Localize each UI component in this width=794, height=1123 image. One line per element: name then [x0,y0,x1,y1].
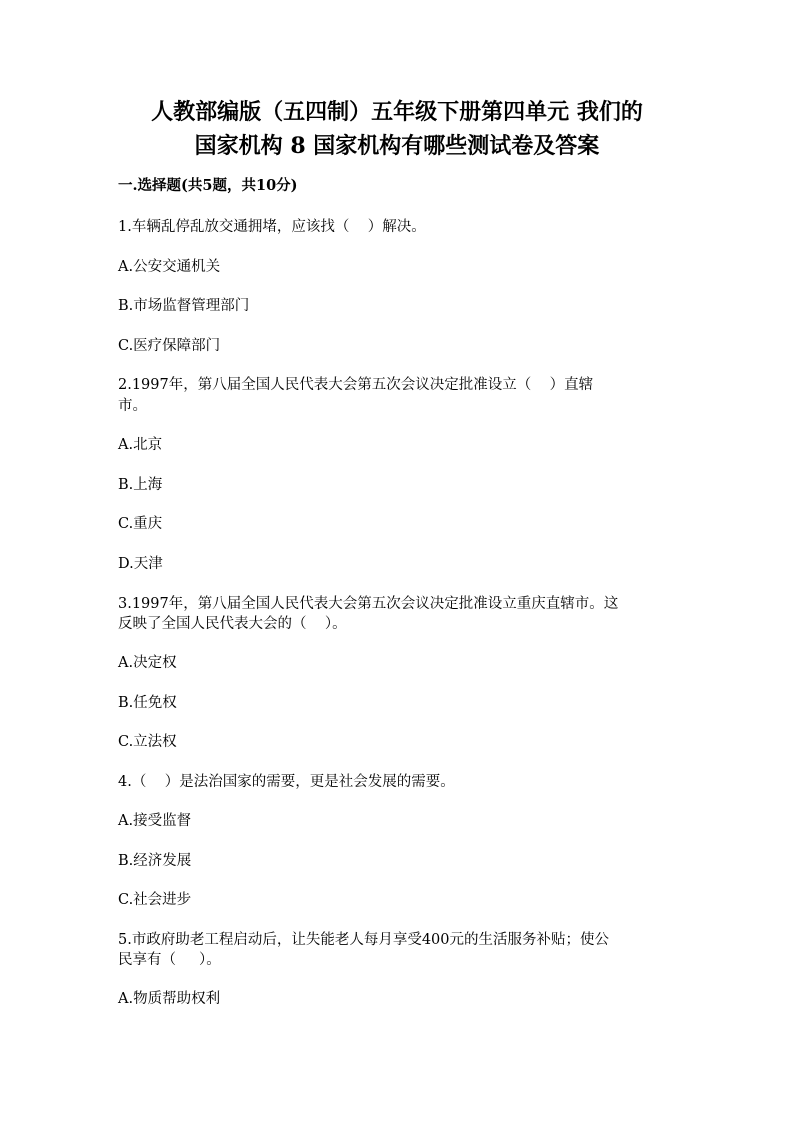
question-2-option-a: A.北京 [118,437,163,453]
title-line-1: 人教部编版（五四制）五年级下册第四单元 我们的 [151,99,643,125]
section-heading: 一.选择题(共5题，共10分) [118,177,298,194]
question-2-stem-line-2: 市。 [118,398,147,414]
question-1-option-c: C.医疗保障部门 [118,338,221,354]
document-title [100,95,694,163]
question-3-option-b: B.任免权 [118,695,177,711]
question-3-option-c: C.立法权 [118,734,177,750]
question-3-stem-line-1: 3.1997年，第八届全国人民代表大会第五次会议决定批准设立重庆直辖市。这 [118,596,619,612]
question-2-stem-line-1: 2.1997年，第八届全国人民代表大会第五次会议决定批准设立（ ）直辖 [118,377,594,393]
question-5-stem-line-2: 民享有（ ）。 [118,952,221,968]
question-4-option-a: A.接受监督 [118,813,192,829]
title-line-2: 国家机构 8 国家机构有哪些测试卷及答案 [194,133,600,159]
question-4-option-b: B.经济发展 [118,853,192,869]
question-4-stem: 4.（ ）是法治国家的需要，更是社会发展的需要。 [118,774,455,790]
question-5-stem-line-1: 5.市政府助老工程启动后，让失能老人每月享受400元的生活服务补贴；使公 [118,932,610,948]
question-4-option-c: C.社会进步 [118,892,192,908]
question-1-stem: 1.车辆乱停乱放交通拥堵，应该找（ ）解决。 [118,219,426,235]
question-2-option-c: C.重庆 [118,516,163,532]
question-2-option-d: D.天津 [118,556,163,572]
question-5-option-a: A.物质帮助权利 [118,991,221,1007]
question-3-stem-line-2: 反映了全国人民代表大会的（ ）。 [118,616,347,632]
question-1-option-a: A.公安交通机关 [118,259,221,275]
question-2-option-b: B.上海 [118,477,163,493]
question-1-option-b: B.市场监督管理部门 [118,298,250,314]
question-3-option-a: A.决定权 [118,655,177,671]
